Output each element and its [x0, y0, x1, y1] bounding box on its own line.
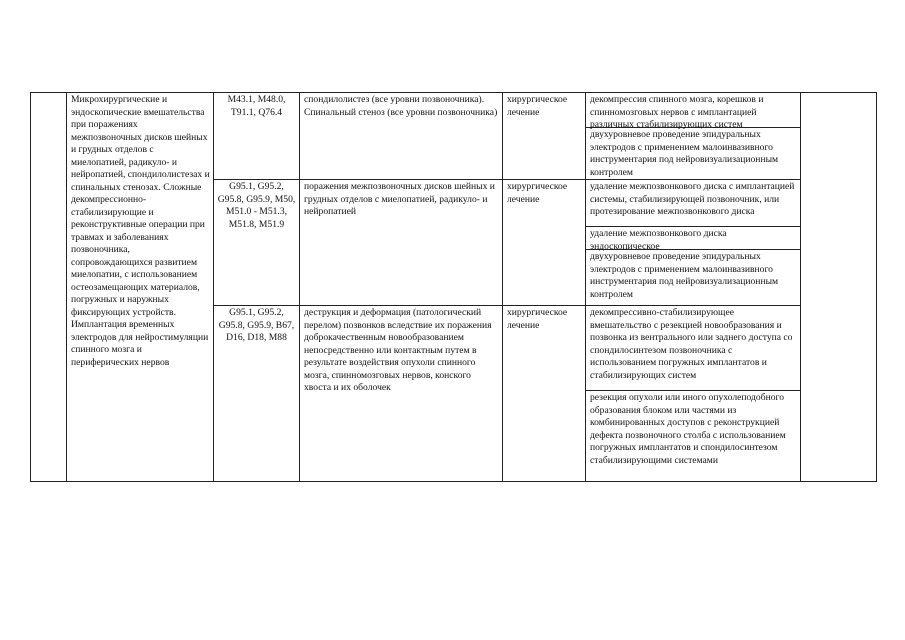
medical-procedures-table	[30, 92, 877, 482]
icd-codes-cell: G95.1, G95.2, G95.8, G95.9, B67, D16, D18, M88	[214, 306, 300, 482]
diagnosis-cell: поражения межпозвоночных дисков шейных и грудных отделов с миелопатией, радикуло- и нейропатией	[300, 180, 503, 306]
diagnosis-cell: спондилолистез (все уровни позвоночника). Спинальный стеноз (все уровни позвоночника)	[300, 93, 503, 180]
treatment-type-cell: хирургическое лечение	[503, 93, 586, 180]
methods-cell	[586, 306, 801, 482]
icd-codes-cell: M43.1, M48.0, T91.1, Q76.4	[214, 93, 300, 180]
methods-cell	[586, 93, 801, 180]
treatment-type-cell: хирургическое лечение	[503, 306, 586, 482]
table-row	[31, 93, 877, 180]
procedure-group-cell: Микрохирургические и эндоскопические вмешательства при поражениях межпозвоночных дисков шейных и грудных отделов с миелопатией, радикуло- и нейропатией, спондилолистезах и спинальных стенозах. Сложные декомпрессионно-стабилизирующие и реконструктивные операции при травмах и заболеваниях позвоночника, сопровождающихся развитием миелопатии, с использованием остеозамещающих материалов, погружных и наружных фиксирующих устройств. Имплантация временных электродов для нейростимуляции спинного мозга и периферических нервов	[67, 93, 214, 482]
method-item: декомпрессия спинного мозга, корешков и спинномозговых нервов с имплантацией различных стабилизирующих систем	[590, 94, 764, 130]
method-item: двухуровневое проведение эпидуральных электродов с применением малоинвазивного инструментария под нейровизуализационным контролем	[586, 127, 800, 179]
diagnosis-cell: деструкция и деформация (патологический перелом) позвонков вследствие их поражения доброкачественным новообразованием непосредственно или контактным путем в результате воздействия опухоли спинного мозга, спинномозговых нервов, конского хвоста и их оболочек	[300, 306, 503, 482]
treatment-type-cell: хирургическое лечение	[503, 180, 586, 306]
method-item: удаление межпозвонкового диска эндоскопическое	[586, 226, 800, 249]
method-item: удаление межпозвонкового диска с имплантацией системы, стабилизирующей позвоночник, или протезирование межпозвонкового диска	[590, 181, 795, 217]
method-item: двухуровневое проведение эпидуральных электродов с применением малоинвазивного инструментария под нейровизуализационным контролем	[586, 249, 800, 301]
empty-cell	[801, 93, 877, 482]
method-item: декомпрессивно-стабилизирующее вмешательство с резекцией новообразования и позвонка из вентрального или заднего доступа со спондилосинтезом позвоночника с использованием погружных имплантатов и стабилизирующих систем	[590, 307, 793, 381]
row-number-cell	[31, 93, 67, 482]
method-item: резекция опухоли или иного опухолеподобного образования блоком или частями из комбинированных доступов с реконструкцией дефекта позвоночного столба с использованием погружных имплантатов и спондилосинтезом стабилизирующими системами	[586, 390, 800, 467]
icd-codes-cell: G95.1, G95.2, G95.8, G95.9, M50, M51.0 - M51.3, M51.8, M51.9	[214, 180, 300, 306]
methods-cell	[586, 180, 801, 306]
